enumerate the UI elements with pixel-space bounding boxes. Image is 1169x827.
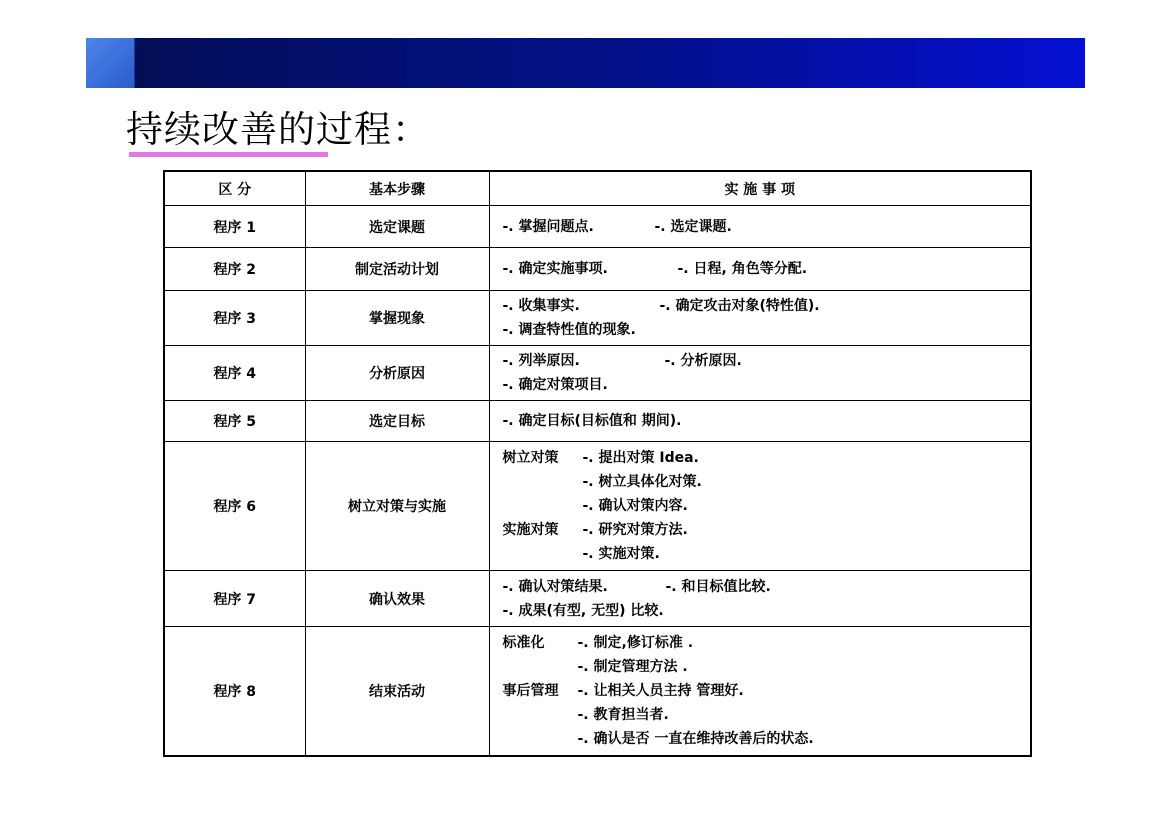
item-text: 实施对策 bbox=[502, 522, 559, 538]
table-row bbox=[164, 291, 1031, 346]
item-text: 标准化 bbox=[502, 634, 545, 651]
item-line bbox=[503, 294, 1031, 318]
item-text: -. 确定对策项目. bbox=[502, 377, 608, 393]
item-line bbox=[503, 318, 1031, 342]
table-row bbox=[164, 346, 1031, 401]
item-text-secondary: -. 实施对策. bbox=[582, 546, 660, 562]
step-number: 程序 6 bbox=[164, 442, 305, 571]
item-text: -. 确定实施事项. bbox=[502, 261, 608, 277]
item-text-secondary: -. 确定攻击对象(特性值). bbox=[659, 298, 820, 314]
implementation-items bbox=[489, 442, 1031, 571]
item-text: -. 调查特性值的现象. bbox=[502, 322, 636, 338]
item-text: -. 掌握问题点. bbox=[502, 218, 594, 235]
implementation-items bbox=[489, 401, 1031, 442]
basic-step: 掌握现象 bbox=[305, 291, 489, 346]
step-number: 程序 3 bbox=[164, 291, 305, 346]
item-text-secondary: -. 分析原因. bbox=[664, 353, 742, 369]
item-text: -. 确认对策结果. bbox=[502, 578, 608, 595]
item-text-secondary: -. 树立具体化对策. bbox=[582, 474, 702, 490]
item-line bbox=[503, 494, 1031, 518]
item-line bbox=[503, 727, 1031, 751]
item-line bbox=[503, 518, 1031, 542]
basic-step: 选定目标 bbox=[305, 401, 489, 442]
header-banner bbox=[86, 38, 1085, 88]
item-line bbox=[503, 575, 1031, 599]
item-line bbox=[503, 542, 1031, 566]
item-text-secondary: -. 日程, 角色等分配. bbox=[677, 261, 808, 277]
item-line bbox=[503, 349, 1031, 373]
improvement-process-table bbox=[163, 170, 1032, 757]
item-text-secondary: -. 让相关人员主持 管理好. bbox=[577, 682, 744, 699]
item-text-secondary: -. 制定,修订标准 . bbox=[577, 634, 694, 651]
implementation-items bbox=[489, 206, 1031, 248]
item-text: 事后管理 bbox=[502, 682, 559, 699]
item-text-secondary: -. 确认是否 一直在维持改善后的状态. bbox=[577, 730, 814, 747]
table-row bbox=[164, 571, 1031, 627]
table-row bbox=[164, 401, 1031, 442]
table-header-row bbox=[164, 171, 1031, 206]
banner-accent-square bbox=[86, 38, 135, 88]
item-text: -. 收集事实. bbox=[502, 298, 580, 314]
basic-step: 分析原因 bbox=[305, 346, 489, 401]
item-line bbox=[503, 373, 1031, 397]
item-line bbox=[503, 257, 1031, 281]
item-line bbox=[503, 409, 1031, 433]
step-number: 程序 8 bbox=[164, 627, 305, 756]
step-number: 程序 1 bbox=[164, 206, 305, 248]
item-text-secondary: -. 教育担当者. bbox=[577, 706, 669, 723]
item-line bbox=[503, 655, 1031, 679]
header-basic-steps: 基本步骤 bbox=[305, 171, 489, 206]
header-implementation: 实 施 事 项 bbox=[489, 171, 1031, 206]
table-row bbox=[164, 206, 1031, 248]
table-row bbox=[164, 627, 1031, 756]
item-line bbox=[503, 215, 1031, 239]
basic-step: 结束活动 bbox=[305, 627, 489, 756]
title-underline bbox=[129, 152, 328, 157]
item-line bbox=[503, 703, 1031, 727]
item-line bbox=[503, 599, 1031, 623]
item-text-secondary: -. 研究对策方法. bbox=[582, 522, 688, 538]
item-text-secondary: -. 确认对策内容. bbox=[582, 498, 688, 514]
step-number: 程序 4 bbox=[164, 346, 305, 401]
item-line bbox=[503, 679, 1031, 703]
item-text: -. 成果(有型, 无型) 比较. bbox=[502, 602, 664, 619]
item-text-secondary: -. 制定管理方法 . bbox=[577, 658, 688, 675]
implementation-items bbox=[489, 291, 1031, 346]
basic-step: 选定课题 bbox=[305, 206, 489, 248]
basic-step: 确认效果 bbox=[305, 571, 489, 627]
item-line bbox=[503, 446, 1031, 470]
step-number: 程序 5 bbox=[164, 401, 305, 442]
basic-step: 树立对策与实施 bbox=[305, 442, 489, 571]
implementation-items bbox=[489, 248, 1031, 291]
item-text-secondary: -. 和目标值比较. bbox=[665, 578, 771, 595]
implementation-items bbox=[489, 627, 1031, 756]
item-line bbox=[503, 470, 1031, 494]
step-number: 程序 7 bbox=[164, 571, 305, 627]
item-text: -. 列举原因. bbox=[502, 353, 580, 369]
table-row bbox=[164, 248, 1031, 291]
page-title: 持续改善的过程： bbox=[126, 108, 430, 151]
item-text-secondary: -. 提出对策 Idea. bbox=[582, 450, 699, 466]
table-row bbox=[164, 442, 1031, 571]
item-text-secondary: -. 选定课题. bbox=[654, 218, 732, 235]
header-category: 区 分 bbox=[164, 171, 305, 206]
item-text: 树立对策 bbox=[502, 450, 559, 466]
implementation-items bbox=[489, 346, 1031, 401]
implementation-items bbox=[489, 571, 1031, 627]
step-number: 程序 2 bbox=[164, 248, 305, 291]
item-text: -. 确定目标(目标值和 期间). bbox=[502, 413, 682, 429]
item-line bbox=[503, 631, 1031, 655]
basic-step: 制定活动计划 bbox=[305, 248, 489, 291]
